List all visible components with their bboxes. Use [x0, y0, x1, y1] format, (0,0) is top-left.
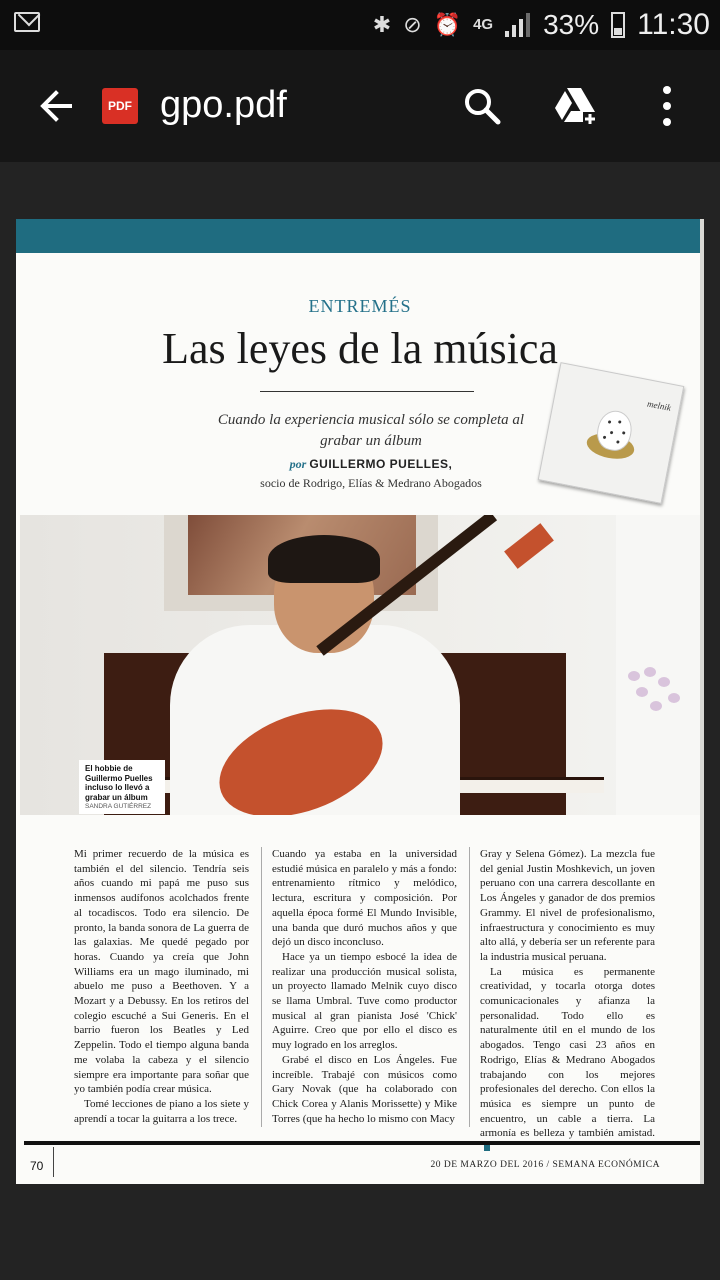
- page-number: 70: [30, 1159, 44, 1173]
- battery-percent: 33%: [543, 9, 600, 40]
- column-3: [469, 847, 655, 1140]
- article-subtitle: Cuando la experiencia musical sólo se completa al grabar un álbum: [217, 412, 525, 449]
- photo-caption: [79, 760, 165, 814]
- byline: [206, 457, 536, 472]
- page-number-separator: [53, 1147, 54, 1177]
- vibrate-icon: ⊘: [403, 12, 422, 37]
- document-viewer[interactable]: [0, 162, 720, 1280]
- header-band: [16, 219, 704, 253]
- paragraph: Mi primer recuerdo de la música es también el del silencio. Tendría seis años cuando mi papá me puso sus inmensos audífonos acolchados frente al tocadiscos. Todo era silencio. De pronto, la banda sonora de La guerra de las galaxias. Me quedé pegado por horas. Cuando ya creía que John Williams era un mago iluminado, mi abuelo me puso a Beethoven. Y a Mozart y a Debussy. En los retiros del colegio escuché a Sui Generis. En el barrio fueron los Beatles y Led Zeppelin. Todo el tiempo alguna banda me volaba la cabeza y el silencio siempre era importante para soñar que yo también podía crear música.: [74, 848, 249, 1096]
- bluetooth-icon: ✱: [372, 12, 392, 37]
- paragraph: Hace ya un tiempo esbocé la idea de realizar una producción musical solista, un proyecto llamado Melnik cuyo disco se llama Umbral. Tuve como productor musical al gran pianista José 'Chick' Aguirre. Creo que por ello el disco es muy logrado en los arreglos.: [272, 950, 457, 1052]
- column-2: [261, 847, 457, 1127]
- signal-icon: [505, 13, 531, 37]
- add-to-drive-icon[interactable]: [553, 84, 599, 128]
- column-1: [74, 847, 249, 1127]
- status-bar: [0, 0, 720, 50]
- title-divider: [260, 391, 474, 392]
- page-footer: 20 DE MARZO DEL 2016 / SEMANA ECONÓMICA: [430, 1160, 660, 1170]
- mail-icon: [14, 12, 40, 32]
- paragraph: Cuando ya estaba en la universidad estudié música en paralelo y más a fondo: entrenamiento rítmico y melódico, lectura, escritura y composición. Por aquella época formé El Mundo Invisible, una banda que duró muchos años y que dejó un disco inconcluso.: [272, 848, 457, 949]
- album-cover-image: [538, 362, 685, 504]
- page-gutter: [700, 219, 704, 1184]
- paragraph: Gray y Selena Gómez). La mezcla fue del genial Justin Moshkevich, un joven peruano con una carrera descollante en Los Ángeles y ganador de dos premios Grammy. El nivel de profesionalismo, infraestructura y conocimiento es muy alto allá, y debería ser un referente para la industria musical peruana.: [480, 848, 655, 963]
- file-title: gpo.pdf: [160, 84, 287, 126]
- clock: 11:30: [637, 8, 710, 41]
- alarm-icon: ⏰: [433, 12, 462, 37]
- article-headline: Las leyes de la música: [162, 324, 558, 373]
- battery-icon: [611, 12, 625, 38]
- pdf-file-icon: PDF: [102, 88, 138, 124]
- app-bar: [0, 50, 720, 162]
- article-body: [74, 847, 666, 1140]
- section-kicker: ENTREMÉS: [308, 296, 412, 316]
- paragraph: Tomé lecciones de piano a los siete y aprendí a tocar la guitarra a los trece.: [74, 1097, 249, 1125]
- paragraph: [480, 965, 655, 1156]
- album-label: melnik: [646, 398, 672, 413]
- caption-text: El hobbie de Guillermo Puelles incluso lo llevó a grabar un álbum: [85, 764, 153, 802]
- paragraph-text: La música es permanente creatividad, y tocarla otorga dotes comunicacionales y afianza la personalidad. Todo ello es naturalmente útil en el mundo de los abogados. Tengo casi 23 años en Rodrigo, Elías & Medrano Abogados trabajando con los mejores profesionales del derecho. Con ellos la música es siempre un punto de encuentro, un cable a tierra. La armonía es belleza y también amistad.: [480, 965, 655, 1140]
- back-arrow-icon[interactable]: [36, 86, 76, 126]
- photo-credit: SANDRA GUTIÉRREZ: [85, 803, 152, 810]
- more-vertical-icon[interactable]: [656, 84, 678, 128]
- status-icons: [373, 8, 710, 42]
- author-role: socio de Rodrigo, Elías & Medrano Abogados: [260, 476, 482, 490]
- end-mark-icon: [484, 1145, 490, 1151]
- pdf-page: [16, 219, 704, 1184]
- footer-rule: [24, 1141, 704, 1145]
- network-type: 4G: [473, 16, 494, 33]
- author-name: GUILLERMO PUELLES,: [309, 457, 453, 471]
- paragraph: Grabé el disco en Los Ángeles. Fue increíble. Trabajé con músicos como Gary Novak (que ha colaborado con Chick Corea y Alanis Morissette) y Mike Torres (que ha hecho lo mismo con Macy: [272, 1053, 457, 1125]
- search-icon[interactable]: [462, 86, 502, 126]
- byline-prefix: por: [289, 457, 307, 471]
